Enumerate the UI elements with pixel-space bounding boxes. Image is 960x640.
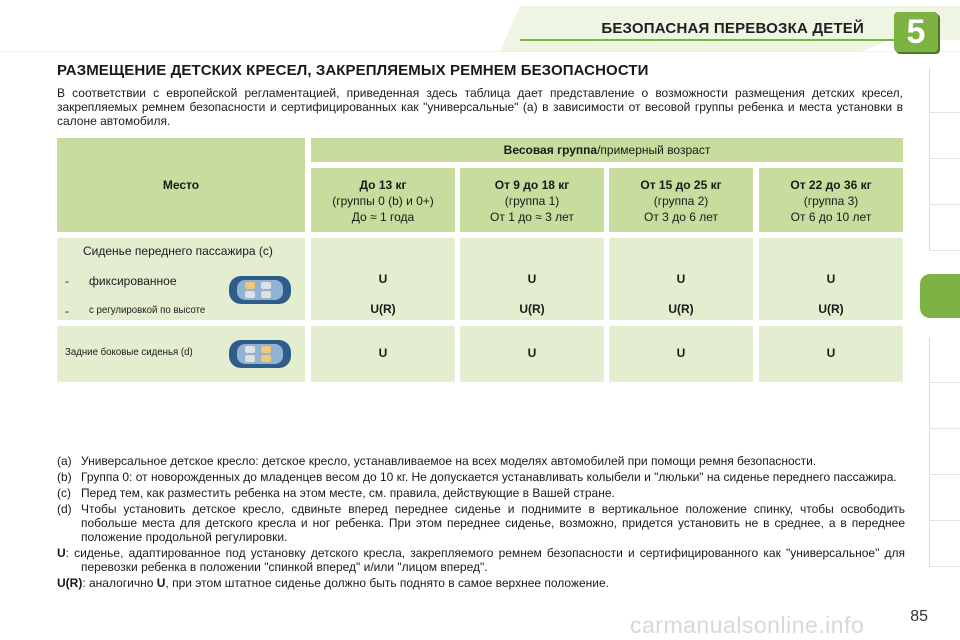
row1-dash-1: - [65,274,69,288]
row1-title: Сиденье переднего пассажира (c) [83,244,273,258]
note-c: (c) Перед тем, как разместить ребенка на этом месте, см. правила, действующие в Вашей стране. [57,486,615,500]
side-tab[interactable] [929,338,960,383]
page-number: 85 [910,608,928,625]
child-seat-table [57,138,903,382]
row1-height-value-2: U(R) [668,302,694,316]
footnotes [57,454,905,592]
row1-height-value-1: U(R) [519,302,545,316]
side-tab[interactable] [929,114,960,159]
definition-ur: U(R): аналогично U, при этом штатное сиденье должно быть поднято в самое верхнее положение. [57,576,610,590]
side-tab[interactable] [929,160,960,205]
row2-title: Задние боковые сиденья (d) [65,346,193,358]
rear-side-seats-cell [57,326,305,382]
group-header-1: От 9 до 18 кг (группа 1) От 1 до ≈ 3 лет [460,168,604,232]
weight-header-rest: /примерный возраст [597,143,711,157]
side-tab[interactable] [929,68,960,113]
section-heading: РАЗМЕЩЕНИЕ ДЕТСКИХ КРЕСЕЛ, ЗАКРЕПЛЯЕМЫХ РЕМНЕМ БЕЗОПАСНОСТИ [57,62,649,79]
row1-sub-height: с регулировкой по высоте [89,304,206,316]
row2-value-0: U [378,346,388,360]
intro-paragraph: В соответствии с европейской регламентацией, приведенная здесь таблица дает представление о возможности размещения детских кресел, закрепляемых ремнем безопасности и сертифицированных как "универсальные" (а) в зависимости от весовой группы ребенка и места установки в салоне автомобиля. [57,86,903,128]
row1-dash-2: - [65,304,69,318]
side-tab[interactable] [929,522,960,567]
page-header [0,0,960,52]
watermark: carmanualsonline.info [630,612,865,638]
row1-fixed-value-2: U [676,272,686,286]
note-d: (d) Чтобы установить детское кресло, сдвиньте вперед переднее сиденье и поднимите в вертикальное положение спинку, чтобы освободить побольше места для детского кресла и ног ребенка. При этом переднее сиденье, возможно, придется установить не в среднее, а в переднее положение продольной регулировки. [57,502,905,544]
row2-value-3: U [826,346,836,360]
side-tab[interactable] [929,384,960,429]
group-header-0: До 13 кг (группы 0 (b) и 0+) До ≈ 1 года [311,168,455,232]
chapter-number-badge [894,12,938,52]
side-tab[interactable] [929,206,960,251]
definition-u: U: сиденье, адаптированное под установку детского кресла, закрепляемого ремнем безопасности и сертифицированного как "универсальное" для перевозки ребенка в положении "спинкой вперед" и/или "лицом вперед". [57,546,905,574]
chapter-title: БЕЗОПАСНАЯ ПЕРЕВОЗКА ДЕТЕЙ [601,20,864,37]
row1-fixed-value-0: U [378,272,388,286]
note-b: (b) Группа 0: от новорожденных до младенцев весом до 10 кг. Не допускается устанавливать колыбели и "люльки" на сиденье переднего пассажира. [57,470,897,484]
row1-fixed-value-1: U [527,272,537,286]
weight-header-bold: Весовая группа [503,143,598,157]
row2-value-1: U [527,346,537,360]
group-header-3: От 22 до 36 кг (группа 3) От 6 до 10 лет [759,168,903,232]
chapter-number: 5 [906,13,926,51]
row1-height-value-0: U(R) [370,302,396,316]
side-tab-active[interactable] [920,274,960,318]
car-rear-seats-icon [227,336,293,372]
side-tab[interactable] [929,476,960,521]
side-tab[interactable] [929,430,960,475]
row2-value-2: U [676,346,686,360]
row1-fixed-value-3: U [826,272,836,286]
weight-group-header [311,138,903,162]
side-index-tabs [928,68,960,628]
note-a: (a) Универсальное детское кресло: детское кресло, устанавливаемое на всех моделях автомобилей при помощи ремня безопасности. [57,454,817,468]
place-header: Место [57,138,305,232]
group-header-2: От 15 до 25 кг (группа 2) От 3 до 6 лет [609,168,753,232]
front-passenger-seat-cell [57,238,305,320]
row1-sub-fixed: фиксированное [89,274,177,288]
car-front-seat-icon [227,272,293,308]
row1-height-value-3: U(R) [818,302,844,316]
